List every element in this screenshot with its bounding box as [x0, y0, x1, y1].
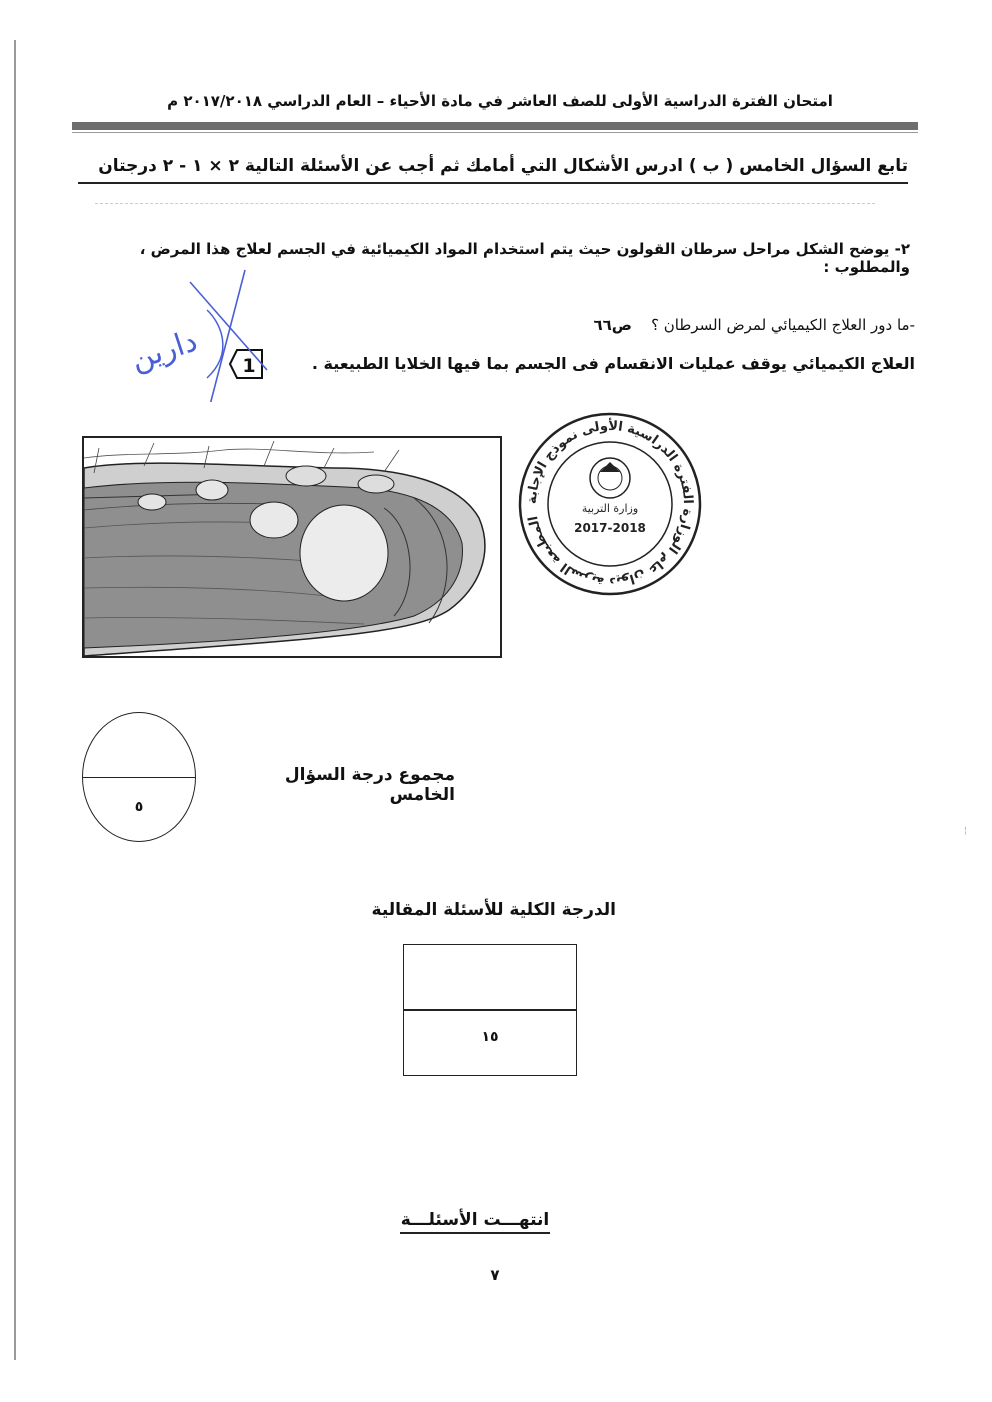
- stamp-outer-text: المطبعة السرية ديوان عام الوزارة الفترة الدراسية الأولى نموذج الإجابة: [524, 418, 696, 590]
- margin-mark: ¦: [964, 826, 968, 836]
- colon-cancer-figure: [82, 436, 502, 658]
- page-reference: ص٦٦: [593, 316, 632, 334]
- mark-value: 1: [242, 355, 256, 377]
- official-stamp: [516, 410, 704, 598]
- score-circle-divider: [83, 777, 195, 778]
- stamp-years: 2017-2018: [574, 521, 646, 535]
- sub-question-text: -ما دور العلاج الكيميائي لمرض السرطان ؟: [651, 316, 915, 334]
- end-of-questions: [350, 1210, 600, 1234]
- exam-header-title: امتحان الفترة الدراسية الأولى للصف العاشر في مادة الأحياء – العام الدراسي ٢٠١٧/٢٠١٨ م: [167, 92, 833, 110]
- handwritten-note-text: دارين: [126, 323, 202, 378]
- page-number: ٧: [490, 1266, 500, 1284]
- header-rule: [72, 122, 918, 130]
- section-heading-underline: [78, 182, 908, 184]
- section-heading-text: تابع السؤال الخامس ( ب ) ادرس الأشكال التي أمامك ثم أجب عن الأسئلة التالية ٢ × ١ - ٢ درجتان: [98, 156, 908, 176]
- question-score-circle: [82, 712, 196, 842]
- page-left-edge: [14, 40, 16, 1360]
- sub-question: [400, 316, 915, 334]
- score-value: ٥: [134, 799, 144, 815]
- total-score-box: [403, 944, 577, 1076]
- header-rule-thin: [72, 132, 918, 133]
- total-score-value: ١٥: [481, 1029, 499, 1045]
- faint-line: [95, 203, 875, 205]
- end-underline: [400, 1232, 550, 1234]
- colon-illustration: [84, 438, 500, 656]
- answer-text: العلاج الكيميائي يوقف عمليات الانقسام فى الجسم بما فيها الخلايا الطبيعية .: [311, 354, 915, 373]
- total-box-divider: [404, 1009, 576, 1011]
- total-score-title: الدرجة الكلية للأسئلة المقالية: [371, 900, 616, 920]
- end-of-questions-text: انتهـــت الأسئلـــة: [400, 1210, 550, 1230]
- stamp-inner-text: وزارة التربية: [581, 502, 639, 515]
- handwritten-grader-note: [95, 262, 275, 402]
- score-label: مجموع درجة السؤال الخامس: [284, 765, 455, 805]
- section-heading: [78, 156, 908, 176]
- question-text: ٢- يوضح الشكل مراحل سرطان القولون حيث يتم استخدام المواد الكيميائية في الجسم لعلاج هذا المرض ، والمطلوب :: [139, 240, 910, 276]
